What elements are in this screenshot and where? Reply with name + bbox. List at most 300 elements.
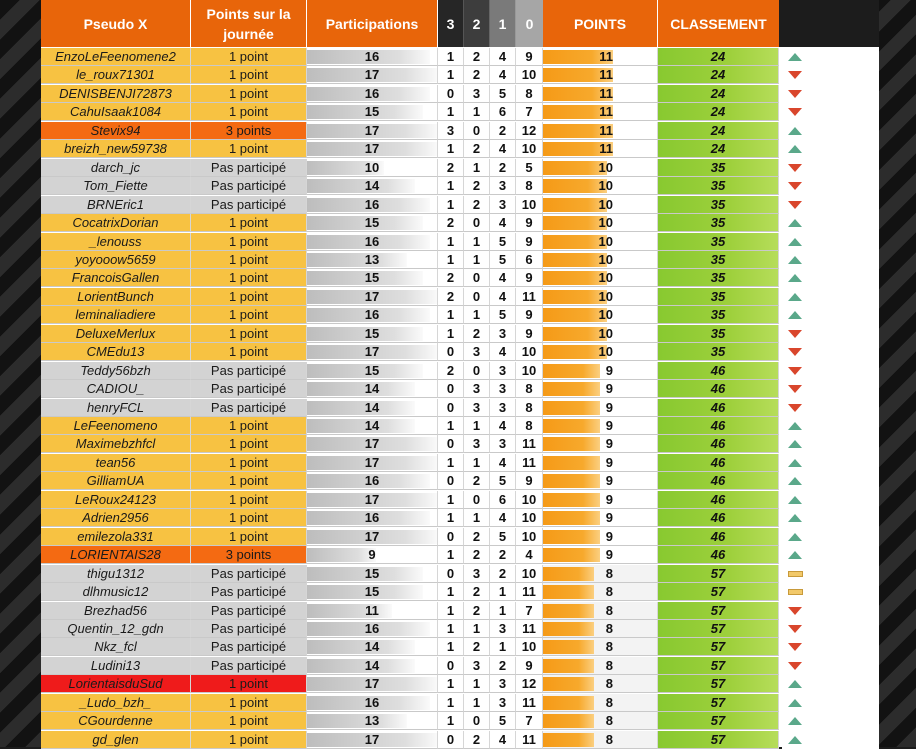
points-cell bbox=[543, 638, 658, 656]
score-1-cell: 3 bbox=[490, 399, 516, 417]
points-bar bbox=[543, 548, 600, 562]
points-journee-cell: 1 point bbox=[191, 48, 307, 66]
points-cell bbox=[543, 122, 658, 140]
points-cell bbox=[543, 140, 658, 158]
pseudo-cell: emilezola331 bbox=[41, 528, 191, 546]
points-journee-cell: 1 point bbox=[191, 103, 307, 121]
points-journee-cell: Pas participé bbox=[191, 620, 307, 638]
trend-up-icon bbox=[788, 127, 802, 135]
score-3-cell: 1 bbox=[438, 325, 464, 343]
participations-value: 17 bbox=[364, 288, 380, 304]
header-points-journee: Points sur la journée bbox=[191, 0, 307, 47]
pseudo-cell: Tom_Fiette bbox=[41, 177, 191, 195]
score-1-cell: 6 bbox=[490, 491, 516, 509]
pseudo-cell: le_roux71301 bbox=[41, 66, 191, 84]
score-0-cell: 10 bbox=[516, 343, 543, 361]
points-cell bbox=[543, 380, 658, 398]
points-bar bbox=[543, 456, 600, 470]
pseudo-cell: LorientBunch bbox=[41, 288, 191, 306]
points-bar bbox=[543, 401, 600, 415]
pseudo-cell: CMEdu13 bbox=[41, 343, 191, 361]
participations-value: 16 bbox=[364, 85, 380, 101]
points-bar bbox=[543, 419, 600, 433]
participations-bar bbox=[307, 659, 415, 673]
pseudo-cell: Stevix94 bbox=[41, 122, 191, 140]
points-value: 9 bbox=[605, 473, 613, 489]
table-row bbox=[41, 196, 879, 214]
classement-cell: 24 bbox=[658, 85, 779, 103]
score-1-cell: 3 bbox=[490, 435, 516, 453]
pseudo-cell: Nkz_fcl bbox=[41, 638, 191, 656]
classement-cell: 46 bbox=[658, 435, 779, 453]
participations-bar bbox=[307, 401, 415, 415]
score-3-cell: 1 bbox=[438, 66, 464, 84]
table-row bbox=[41, 362, 879, 380]
score-3-cell: 2 bbox=[438, 288, 464, 306]
participations-bar bbox=[307, 382, 415, 396]
score-0-cell: 11 bbox=[516, 583, 543, 601]
points-cell bbox=[543, 362, 658, 380]
classement-cell: 57 bbox=[658, 583, 779, 601]
participations-cell bbox=[307, 66, 438, 84]
classement-cell: 46 bbox=[658, 362, 779, 380]
trend-down-icon bbox=[788, 108, 802, 116]
table-row bbox=[41, 122, 879, 140]
score-1-cell: 5 bbox=[490, 251, 516, 269]
participations-value: 16 bbox=[364, 233, 380, 249]
score-3-cell: 3 bbox=[438, 122, 464, 140]
trend-up-icon bbox=[788, 496, 802, 504]
points-journee-cell: 1 point bbox=[191, 509, 307, 527]
pseudo-cell: CocatrixDorian bbox=[41, 214, 191, 232]
table-row bbox=[41, 233, 879, 251]
participations-value: 15 bbox=[364, 565, 380, 581]
score-0-cell: 10 bbox=[516, 509, 543, 527]
trend-up-icon bbox=[788, 477, 802, 485]
points-journee-cell: 3 points bbox=[191, 122, 307, 140]
score-3-cell: 0 bbox=[438, 472, 464, 490]
points-cell bbox=[543, 583, 658, 601]
score-1-cell: 2 bbox=[490, 159, 516, 177]
table-row bbox=[41, 325, 879, 343]
score-2-cell: 2 bbox=[464, 66, 490, 84]
pseudo-cell: Quentin_12_gdn bbox=[41, 620, 191, 638]
classement-cell: 35 bbox=[658, 177, 779, 195]
points-journee-cell: 1 point bbox=[191, 731, 307, 749]
table-row bbox=[41, 140, 879, 158]
table-row bbox=[41, 491, 879, 509]
participations-cell bbox=[307, 177, 438, 195]
points-value: 9 bbox=[605, 418, 613, 433]
score-0-cell: 10 bbox=[516, 66, 543, 84]
table-row bbox=[41, 454, 879, 472]
points-cell bbox=[543, 288, 658, 306]
trend-cell bbox=[782, 380, 879, 398]
points-value: 8 bbox=[605, 584, 613, 600]
table-row bbox=[41, 288, 879, 306]
classement-cell: 46 bbox=[658, 509, 779, 527]
points-bar bbox=[543, 622, 594, 636]
score-1-cell: 3 bbox=[490, 694, 516, 712]
participations-cell bbox=[307, 380, 438, 398]
points-journee-cell: 1 point bbox=[191, 528, 307, 546]
score-1-cell: 1 bbox=[490, 602, 516, 620]
participations-cell bbox=[307, 362, 438, 380]
points-bar bbox=[543, 474, 600, 488]
points-cell bbox=[543, 435, 658, 453]
score-0-cell: 9 bbox=[516, 214, 543, 232]
points-value: 9 bbox=[605, 510, 613, 526]
trend-up-icon bbox=[788, 311, 802, 319]
participations-bar bbox=[307, 179, 415, 193]
table-row bbox=[41, 565, 879, 583]
participations-cell bbox=[307, 103, 438, 121]
pseudo-cell: gd_glen bbox=[41, 731, 191, 749]
participations-value: 15 bbox=[364, 584, 380, 600]
points-value: 10 bbox=[598, 251, 613, 267]
pseudo-cell: yoyooow5659 bbox=[41, 251, 191, 269]
classement-cell: 35 bbox=[658, 288, 779, 306]
points-value: 10 bbox=[598, 178, 613, 194]
points-journee-cell: 1 point bbox=[191, 491, 307, 509]
table-row bbox=[41, 214, 879, 232]
trend-down-icon bbox=[788, 643, 802, 651]
participations-value: 16 bbox=[364, 473, 380, 489]
trend-cell bbox=[782, 196, 879, 214]
participations-cell bbox=[307, 583, 438, 601]
participations-bar bbox=[307, 604, 392, 618]
trend-down-icon bbox=[788, 625, 802, 633]
participations-value: 16 bbox=[364, 510, 380, 526]
points-cell bbox=[543, 343, 658, 361]
score-3-cell: 1 bbox=[438, 417, 464, 435]
score-0-cell: 8 bbox=[516, 85, 543, 103]
points-journee-cell: 1 point bbox=[191, 675, 307, 693]
classement-cell: 35 bbox=[658, 233, 779, 251]
participations-cell bbox=[307, 159, 438, 177]
points-bar bbox=[543, 677, 594, 691]
trend-cell bbox=[782, 454, 879, 472]
trend-cell bbox=[782, 48, 879, 66]
points-value: 9 bbox=[605, 399, 613, 415]
classement-cell: 57 bbox=[658, 694, 779, 712]
score-2-cell: 2 bbox=[464, 472, 490, 490]
score-0-cell: 10 bbox=[516, 140, 543, 158]
pseudo-cell: DeluxeMerlux bbox=[41, 325, 191, 343]
participations-value: 17 bbox=[364, 122, 380, 138]
points-cell bbox=[543, 712, 658, 730]
header-score-1: 1 bbox=[490, 0, 516, 47]
score-1-cell: 3 bbox=[490, 362, 516, 380]
score-1-cell: 4 bbox=[490, 214, 516, 232]
table-row bbox=[41, 602, 879, 620]
score-2-cell: 2 bbox=[464, 325, 490, 343]
score-0-cell: 9 bbox=[516, 325, 543, 343]
classement-cell: 35 bbox=[658, 214, 779, 232]
points-value: 8 bbox=[605, 620, 613, 636]
score-1-cell: 3 bbox=[490, 675, 516, 693]
participations-cell bbox=[307, 712, 438, 730]
pseudo-cell: breizh_new59738 bbox=[41, 140, 191, 158]
trend-up-icon bbox=[788, 533, 802, 541]
score-3-cell: 1 bbox=[438, 306, 464, 324]
header-classement: CLASSEMENT bbox=[658, 0, 779, 47]
points-journee-cell: 1 point bbox=[191, 694, 307, 712]
score-2-cell: 3 bbox=[464, 657, 490, 675]
points-cell bbox=[543, 159, 658, 177]
score-1-cell: 4 bbox=[490, 454, 516, 472]
trend-cell bbox=[782, 435, 879, 453]
participations-cell bbox=[307, 675, 438, 693]
participations-cell bbox=[307, 196, 438, 214]
points-journee-cell: Pas participé bbox=[191, 602, 307, 620]
participations-cell bbox=[307, 435, 438, 453]
participations-bar bbox=[307, 640, 415, 654]
score-2-cell: 0 bbox=[464, 491, 490, 509]
score-3-cell: 1 bbox=[438, 103, 464, 121]
points-cell bbox=[543, 85, 658, 103]
table-row bbox=[41, 343, 879, 361]
score-0-cell: 11 bbox=[516, 435, 543, 453]
score-0-cell: 8 bbox=[516, 380, 543, 398]
participations-cell bbox=[307, 233, 438, 251]
participations-cell bbox=[307, 417, 438, 435]
table-row bbox=[41, 85, 879, 103]
header-trend-spacer bbox=[779, 0, 879, 47]
score-3-cell: 1 bbox=[438, 196, 464, 214]
participations-cell bbox=[307, 122, 438, 140]
trend-up-icon bbox=[788, 459, 802, 467]
trend-cell bbox=[782, 583, 879, 601]
trend-up-icon bbox=[788, 422, 802, 430]
pseudo-cell: _lenouss bbox=[41, 233, 191, 251]
trend-cell bbox=[782, 122, 879, 140]
table-row bbox=[41, 269, 879, 287]
table-row bbox=[41, 546, 879, 564]
score-2-cell: 1 bbox=[464, 103, 490, 121]
participations-cell bbox=[307, 694, 438, 712]
score-3-cell: 1 bbox=[438, 583, 464, 601]
score-0-cell: 7 bbox=[516, 712, 543, 730]
pseudo-cell: CGourdenne bbox=[41, 712, 191, 730]
score-2-cell: 0 bbox=[464, 712, 490, 730]
score-0-cell: 8 bbox=[516, 417, 543, 435]
trend-cell bbox=[782, 472, 879, 490]
participations-value: 9 bbox=[368, 547, 376, 563]
score-2-cell: 0 bbox=[464, 122, 490, 140]
points-cell bbox=[543, 694, 658, 712]
participations-value: 17 bbox=[364, 528, 380, 544]
points-bar bbox=[543, 511, 600, 525]
points-journee-cell: 1 point bbox=[191, 472, 307, 490]
score-1-cell: 5 bbox=[490, 712, 516, 730]
trend-cell bbox=[782, 85, 879, 103]
points-journee-cell: 1 point bbox=[191, 417, 307, 435]
points-journee-cell: 1 point bbox=[191, 85, 307, 103]
trend-down-icon bbox=[788, 201, 802, 209]
points-journee-cell: 1 point bbox=[191, 288, 307, 306]
score-1-cell: 2 bbox=[490, 546, 516, 564]
participations-value: 15 bbox=[364, 270, 380, 286]
points-value: 11 bbox=[599, 67, 613, 83]
score-3-cell: 0 bbox=[438, 435, 464, 453]
score-2-cell: 0 bbox=[464, 362, 490, 380]
points-value: 8 bbox=[605, 731, 613, 747]
participations-value: 16 bbox=[364, 694, 380, 710]
trend-up-icon bbox=[788, 274, 802, 282]
table-row bbox=[41, 399, 879, 417]
trend-cell bbox=[782, 546, 879, 564]
participations-value: 15 bbox=[364, 215, 380, 231]
trend-up-icon bbox=[788, 293, 802, 301]
score-1-cell: 4 bbox=[490, 731, 516, 749]
table-row bbox=[41, 657, 879, 675]
points-cell bbox=[543, 528, 658, 546]
points-bar bbox=[543, 714, 594, 728]
points-cell bbox=[543, 251, 658, 269]
trend-up-icon bbox=[788, 256, 802, 264]
classement-cell: 35 bbox=[658, 196, 779, 214]
participations-value: 16 bbox=[364, 307, 380, 323]
pseudo-cell: BRNEric1 bbox=[41, 196, 191, 214]
header-score-3: 3 bbox=[438, 0, 464, 47]
table-row bbox=[41, 251, 879, 269]
points-cell bbox=[543, 325, 658, 343]
participations-bar bbox=[307, 253, 407, 267]
trend-up-icon bbox=[788, 514, 802, 522]
points-cell bbox=[543, 177, 658, 195]
participations-cell bbox=[307, 85, 438, 103]
score-1-cell: 1 bbox=[490, 583, 516, 601]
score-0-cell: 12 bbox=[516, 675, 543, 693]
score-0-cell: 11 bbox=[516, 694, 543, 712]
score-1-cell: 3 bbox=[490, 620, 516, 638]
score-3-cell: 1 bbox=[438, 491, 464, 509]
participations-cell bbox=[307, 325, 438, 343]
points-journee-cell: Pas participé bbox=[191, 638, 307, 656]
classement-cell: 57 bbox=[658, 565, 779, 583]
score-2-cell: 1 bbox=[464, 233, 490, 251]
score-1-cell: 5 bbox=[490, 85, 516, 103]
trend-cell bbox=[782, 675, 879, 693]
pseudo-cell: darch_jc bbox=[41, 159, 191, 177]
score-2-cell: 1 bbox=[464, 306, 490, 324]
classement-cell: 46 bbox=[658, 546, 779, 564]
score-2-cell: 3 bbox=[464, 343, 490, 361]
participations-cell bbox=[307, 472, 438, 490]
score-3-cell: 2 bbox=[438, 214, 464, 232]
trend-cell bbox=[782, 269, 879, 287]
table-row bbox=[41, 435, 879, 453]
points-value: 10 bbox=[598, 196, 613, 212]
pseudo-cell: EnzoLeFeenomene2 bbox=[41, 48, 191, 66]
points-cell bbox=[543, 454, 658, 472]
score-2-cell: 3 bbox=[464, 399, 490, 417]
trend-cell bbox=[782, 325, 879, 343]
points-bar bbox=[543, 530, 600, 544]
points-bar bbox=[543, 567, 594, 581]
score-3-cell: 0 bbox=[438, 657, 464, 675]
participations-value: 14 bbox=[364, 399, 380, 415]
points-cell bbox=[543, 731, 658, 749]
trend-up-icon bbox=[788, 717, 802, 725]
score-0-cell: 6 bbox=[516, 251, 543, 269]
trend-down-icon bbox=[788, 404, 802, 412]
score-1-cell: 1 bbox=[490, 638, 516, 656]
header-score-2: 2 bbox=[464, 0, 490, 47]
score-0-cell: 10 bbox=[516, 638, 543, 656]
points-bar bbox=[543, 640, 594, 654]
trend-up-icon bbox=[788, 53, 802, 61]
classement-cell: 46 bbox=[658, 380, 779, 398]
participations-cell bbox=[307, 491, 438, 509]
score-1-cell: 2 bbox=[490, 122, 516, 140]
score-2-cell: 2 bbox=[464, 583, 490, 601]
trend-down-icon bbox=[788, 607, 802, 615]
pseudo-cell: Maximebzhfcl bbox=[41, 435, 191, 453]
participations-value: 17 bbox=[364, 731, 380, 747]
points-cell bbox=[543, 602, 658, 620]
score-3-cell: 0 bbox=[438, 528, 464, 546]
participations-cell bbox=[307, 306, 438, 324]
classement-cell: 57 bbox=[658, 638, 779, 656]
points-journee-cell: 1 point bbox=[191, 214, 307, 232]
score-3-cell: 2 bbox=[438, 159, 464, 177]
classement-cell: 35 bbox=[658, 343, 779, 361]
points-value: 10 bbox=[598, 344, 613, 360]
participations-value: 16 bbox=[364, 49, 380, 64]
participations-value: 17 bbox=[364, 67, 380, 83]
score-3-cell: 1 bbox=[438, 233, 464, 251]
participations-cell bbox=[307, 399, 438, 417]
points-value: 10 bbox=[598, 288, 613, 304]
participations-value: 15 bbox=[364, 104, 380, 120]
participations-value: 17 bbox=[364, 436, 380, 452]
points-cell bbox=[543, 306, 658, 324]
points-journee-cell: 1 point bbox=[191, 306, 307, 324]
header-pseudo: Pseudo X bbox=[41, 0, 191, 47]
trend-cell bbox=[782, 233, 879, 251]
score-0-cell: 10 bbox=[516, 196, 543, 214]
classement-cell: 35 bbox=[658, 269, 779, 287]
classement-cell: 57 bbox=[658, 731, 779, 749]
score-1-cell: 2 bbox=[490, 565, 516, 583]
participations-value: 13 bbox=[364, 251, 380, 267]
points-cell bbox=[543, 657, 658, 675]
score-1-cell: 4 bbox=[490, 269, 516, 287]
pseudo-cell: Brezhad56 bbox=[41, 602, 191, 620]
trend-up-icon bbox=[788, 680, 802, 688]
score-1-cell: 2 bbox=[490, 657, 516, 675]
points-value: 11 bbox=[599, 141, 613, 157]
trend-up-icon bbox=[788, 699, 802, 707]
participations-value: 17 bbox=[364, 676, 380, 692]
trend-cell bbox=[782, 602, 879, 620]
participations-cell bbox=[307, 48, 438, 66]
pseudo-cell: thigu1312 bbox=[41, 565, 191, 583]
pseudo-cell: tean56 bbox=[41, 454, 191, 472]
points-bar bbox=[543, 696, 594, 710]
trend-cell bbox=[782, 362, 879, 380]
points-bar bbox=[543, 364, 600, 378]
points-journee-cell: Pas participé bbox=[191, 583, 307, 601]
points-journee-cell: 3 points bbox=[191, 546, 307, 564]
participations-value: 15 bbox=[364, 362, 380, 378]
classement-cell: 35 bbox=[658, 159, 779, 177]
score-1-cell: 3 bbox=[490, 177, 516, 195]
table-row bbox=[41, 694, 879, 712]
score-3-cell: 1 bbox=[438, 177, 464, 195]
